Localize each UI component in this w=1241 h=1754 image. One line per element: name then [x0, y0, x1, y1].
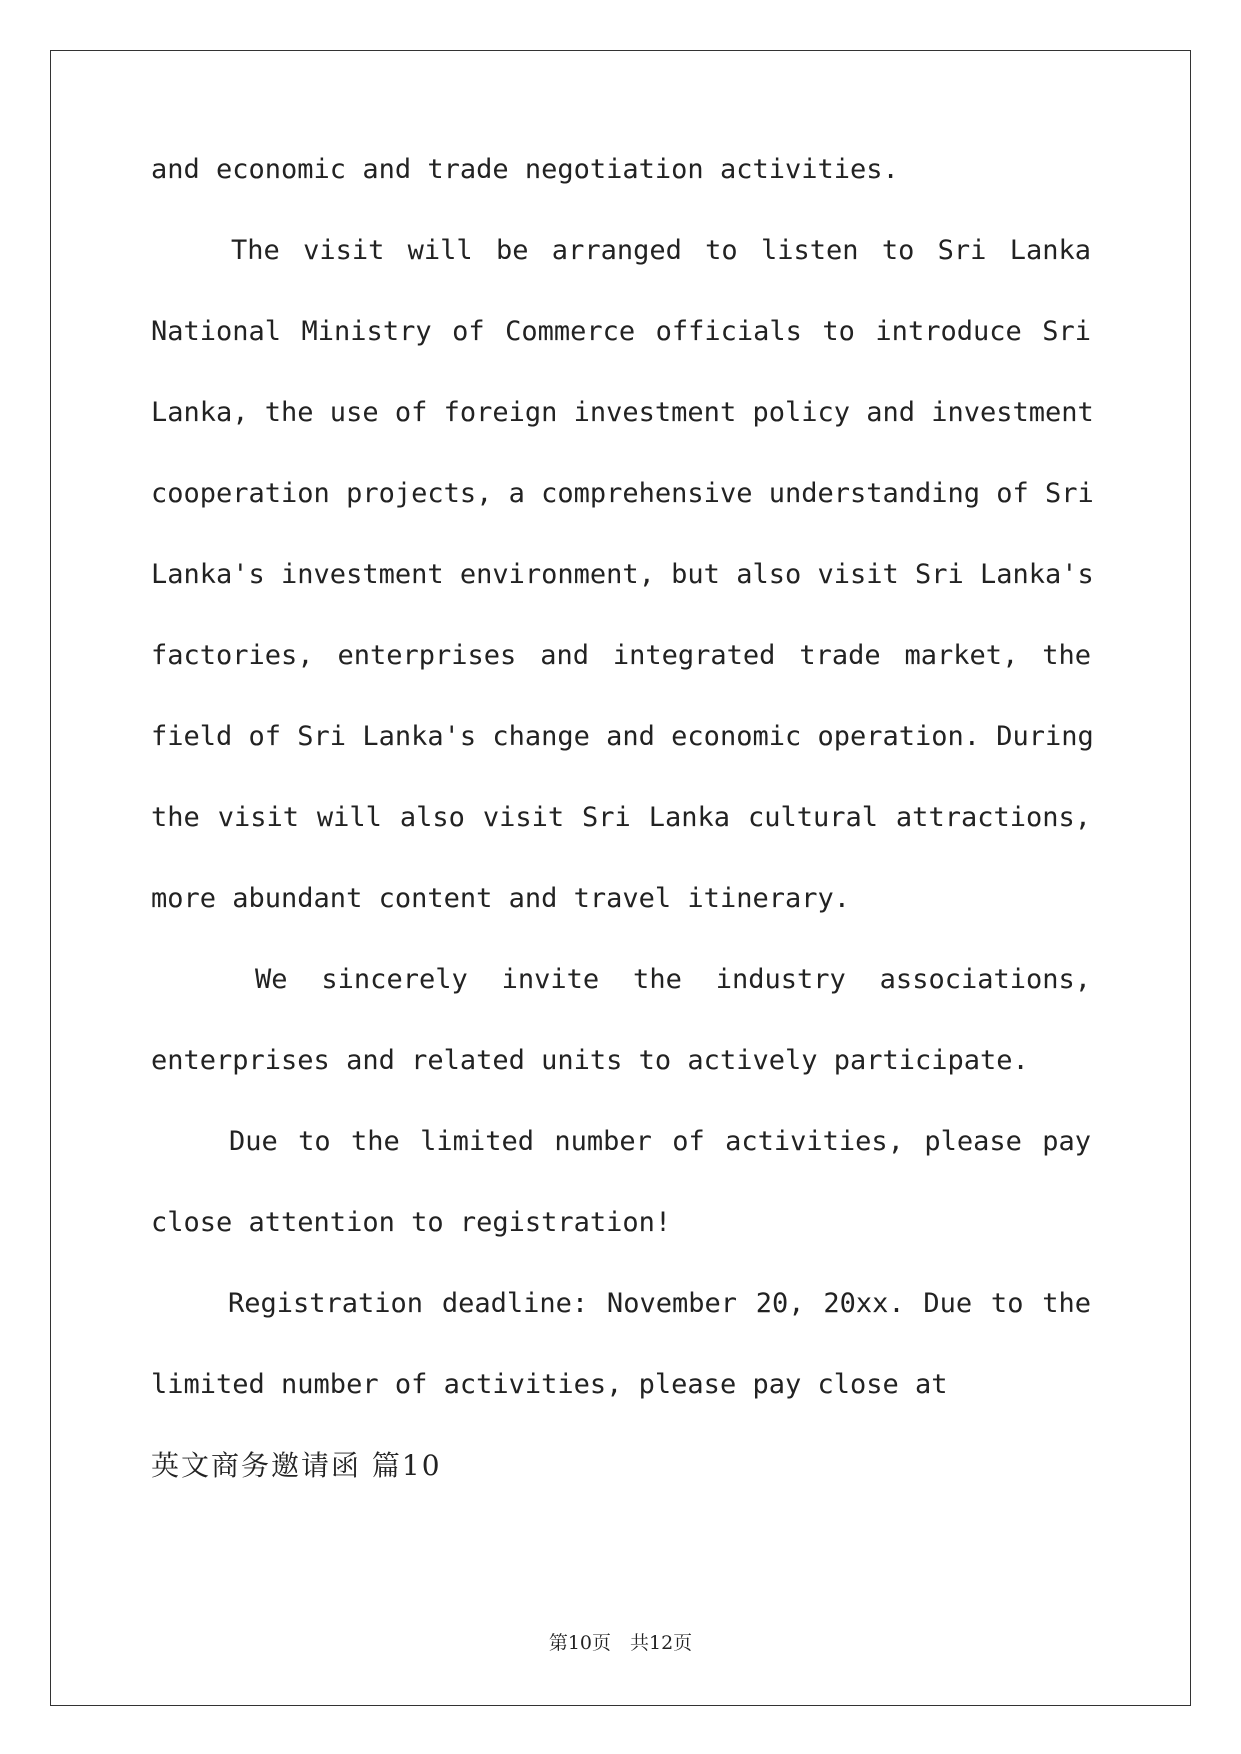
text-line: The visit will be arranged to listen to Sri Lanka — [231, 235, 1091, 266]
page-number: 第10页 共12页 — [548, 1632, 693, 1654]
text-line: limited number of activities, please pay close at — [151, 1369, 948, 1400]
text-line: field of Sri Lanka's change and economic operation. During — [151, 721, 1094, 752]
text-line: National Ministry of Commerce officials to introduce Sri — [151, 316, 1091, 347]
text-line: Due to the limited number of activities, please pay — [229, 1126, 1091, 1157]
text-line: and economic and trade negotiation activities. — [151, 154, 899, 185]
text-line: Registration deadline: November 20, 20xx. Due to the — [228, 1288, 1091, 1319]
text-line: enterprises and related units to actively participate. — [151, 1045, 1029, 1076]
text-line: Lanka, the use of foreign investment policy and investment — [151, 397, 1094, 428]
section-heading: 英文商务邀请函 篇10 — [151, 1449, 442, 1482]
text-line: factories, enterprises and integrated trade market, the — [151, 640, 1091, 671]
text-line: cooperation projects, a comprehensive understanding of Sri — [151, 478, 1094, 509]
text-line: the visit will also visit Sri Lanka cultural attractions, — [151, 802, 1091, 833]
text-line: We sincerely invite the industry associations, — [255, 964, 1091, 995]
text-line: more abundant content and travel itinerary. — [151, 883, 850, 914]
text-line: close attention to registration! — [151, 1207, 672, 1238]
text-line: Lanka's investment environment, but also visit Sri Lanka's — [151, 559, 1094, 590]
